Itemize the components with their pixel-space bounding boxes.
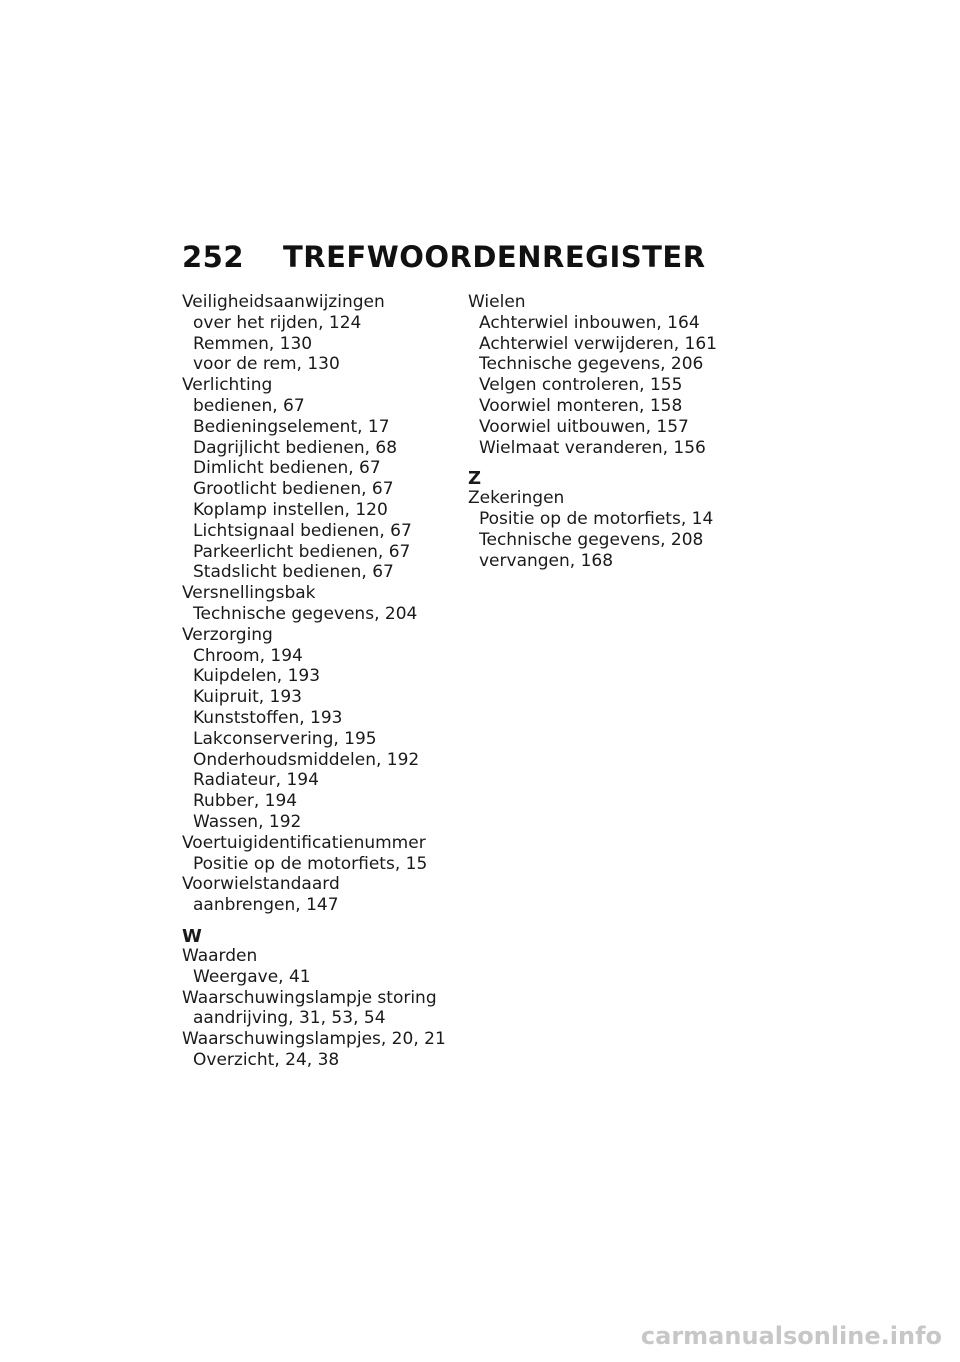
index-subentry: Kuipdelen, 193: [193, 666, 321, 687]
index-column-left: [182, 292, 462, 1071]
index-subentry: Grootlicht bedienen, 67: [193, 479, 394, 500]
index-subentry: over het rijden, 124: [193, 312, 362, 333]
index-subentry: Achterwiel inbouwen, 164: [479, 312, 700, 333]
index-letter-heading: W: [182, 925, 202, 947]
index-subentry: Stadslicht bedienen, 67: [193, 562, 394, 583]
index-entry: Wielen: [468, 292, 526, 312]
index-subentry: Wassen, 192: [193, 811, 302, 832]
index-subentry: Positie op de motorfiets, 14: [479, 509, 714, 530]
index-subentry: Lichtsignaal bedienen, 67: [193, 520, 412, 541]
index-subentry: Onderhoudsmiddelen, 192: [193, 749, 420, 770]
index-entry: Verlichting: [182, 375, 273, 396]
index-subentry: Voorwiel monteren, 158: [479, 395, 683, 416]
index-subentry: aanbrengen, 147: [193, 895, 339, 916]
page-title: TREFWOORDENREGISTER: [283, 240, 706, 274]
index-entry: Veiligheidsaanwijzingen: [182, 292, 385, 312]
index-subentry: Dimlicht bedienen, 67: [193, 458, 381, 479]
index-subentry: Achterwiel verwijderen, 161: [479, 333, 717, 354]
index-subentry: Weergave, 41: [193, 966, 311, 987]
index-entry: Waarschuwingslampjes, 20, 21: [182, 1029, 446, 1050]
index-subentry: Velgen controleren, 155: [479, 375, 683, 396]
index-subentry: Lakconservering, 195: [193, 728, 377, 749]
index-entry: Voertuigidentificatienummer: [182, 832, 426, 853]
index-subentry: Rubber, 194: [193, 791, 298, 812]
index-subentry: Koplamp instellen, 120: [193, 499, 388, 520]
index-subentry: Remmen, 130: [193, 333, 313, 354]
page-number: 252: [182, 240, 245, 274]
index-subentry: Voorwiel uitbouwen, 157: [479, 416, 689, 437]
index-entry: Verzorging: [182, 624, 273, 645]
index-subentry: bedienen, 67: [193, 395, 305, 416]
index-subentry: Overzicht, 24, 38: [193, 1049, 340, 1070]
index-entry: Versnellingsbak: [182, 583, 316, 604]
index-entry: Zekeringen: [468, 488, 565, 509]
index-subentry: Kuipruit, 193: [193, 687, 302, 708]
index-entry: Waarden: [182, 945, 258, 966]
index-subentry: Wielmaat veranderen, 156: [479, 437, 706, 458]
watermark: carmanualsonline.info: [640, 1322, 942, 1350]
index-subentry: Positie op de motorfiets, 15: [193, 853, 428, 874]
index-column-right: [468, 292, 748, 572]
index-subentry: voor de rem, 130: [193, 354, 340, 375]
index-entry: Voorwielstandaard: [182, 874, 340, 895]
index-subentry: vervangen, 168: [479, 550, 614, 571]
index-subentry: Bedieningselement, 17: [193, 416, 390, 437]
index-subentry: Radiateur, 194: [193, 770, 319, 791]
index-letter-heading: Z: [468, 468, 482, 490]
index-subentry: aandrijving, 31, 53, 54: [193, 1008, 386, 1029]
index-entry: Waarschuwingslampje storing: [182, 987, 437, 1008]
index-subentry: Kunststoffen, 193: [193, 707, 343, 728]
index-subentry: Parkeerlicht bedienen, 67: [193, 541, 411, 562]
index-subentry: Technische gegevens, 208: [479, 529, 704, 550]
page-header: [182, 240, 706, 274]
index-subentry: Technische gegevens, 204: [193, 603, 418, 624]
index-subentry: Technische gegevens, 206: [479, 354, 704, 375]
index-subentry: Chroom, 194: [193, 645, 303, 666]
index-subentry: Dagrijlicht bedienen, 68: [193, 437, 398, 458]
